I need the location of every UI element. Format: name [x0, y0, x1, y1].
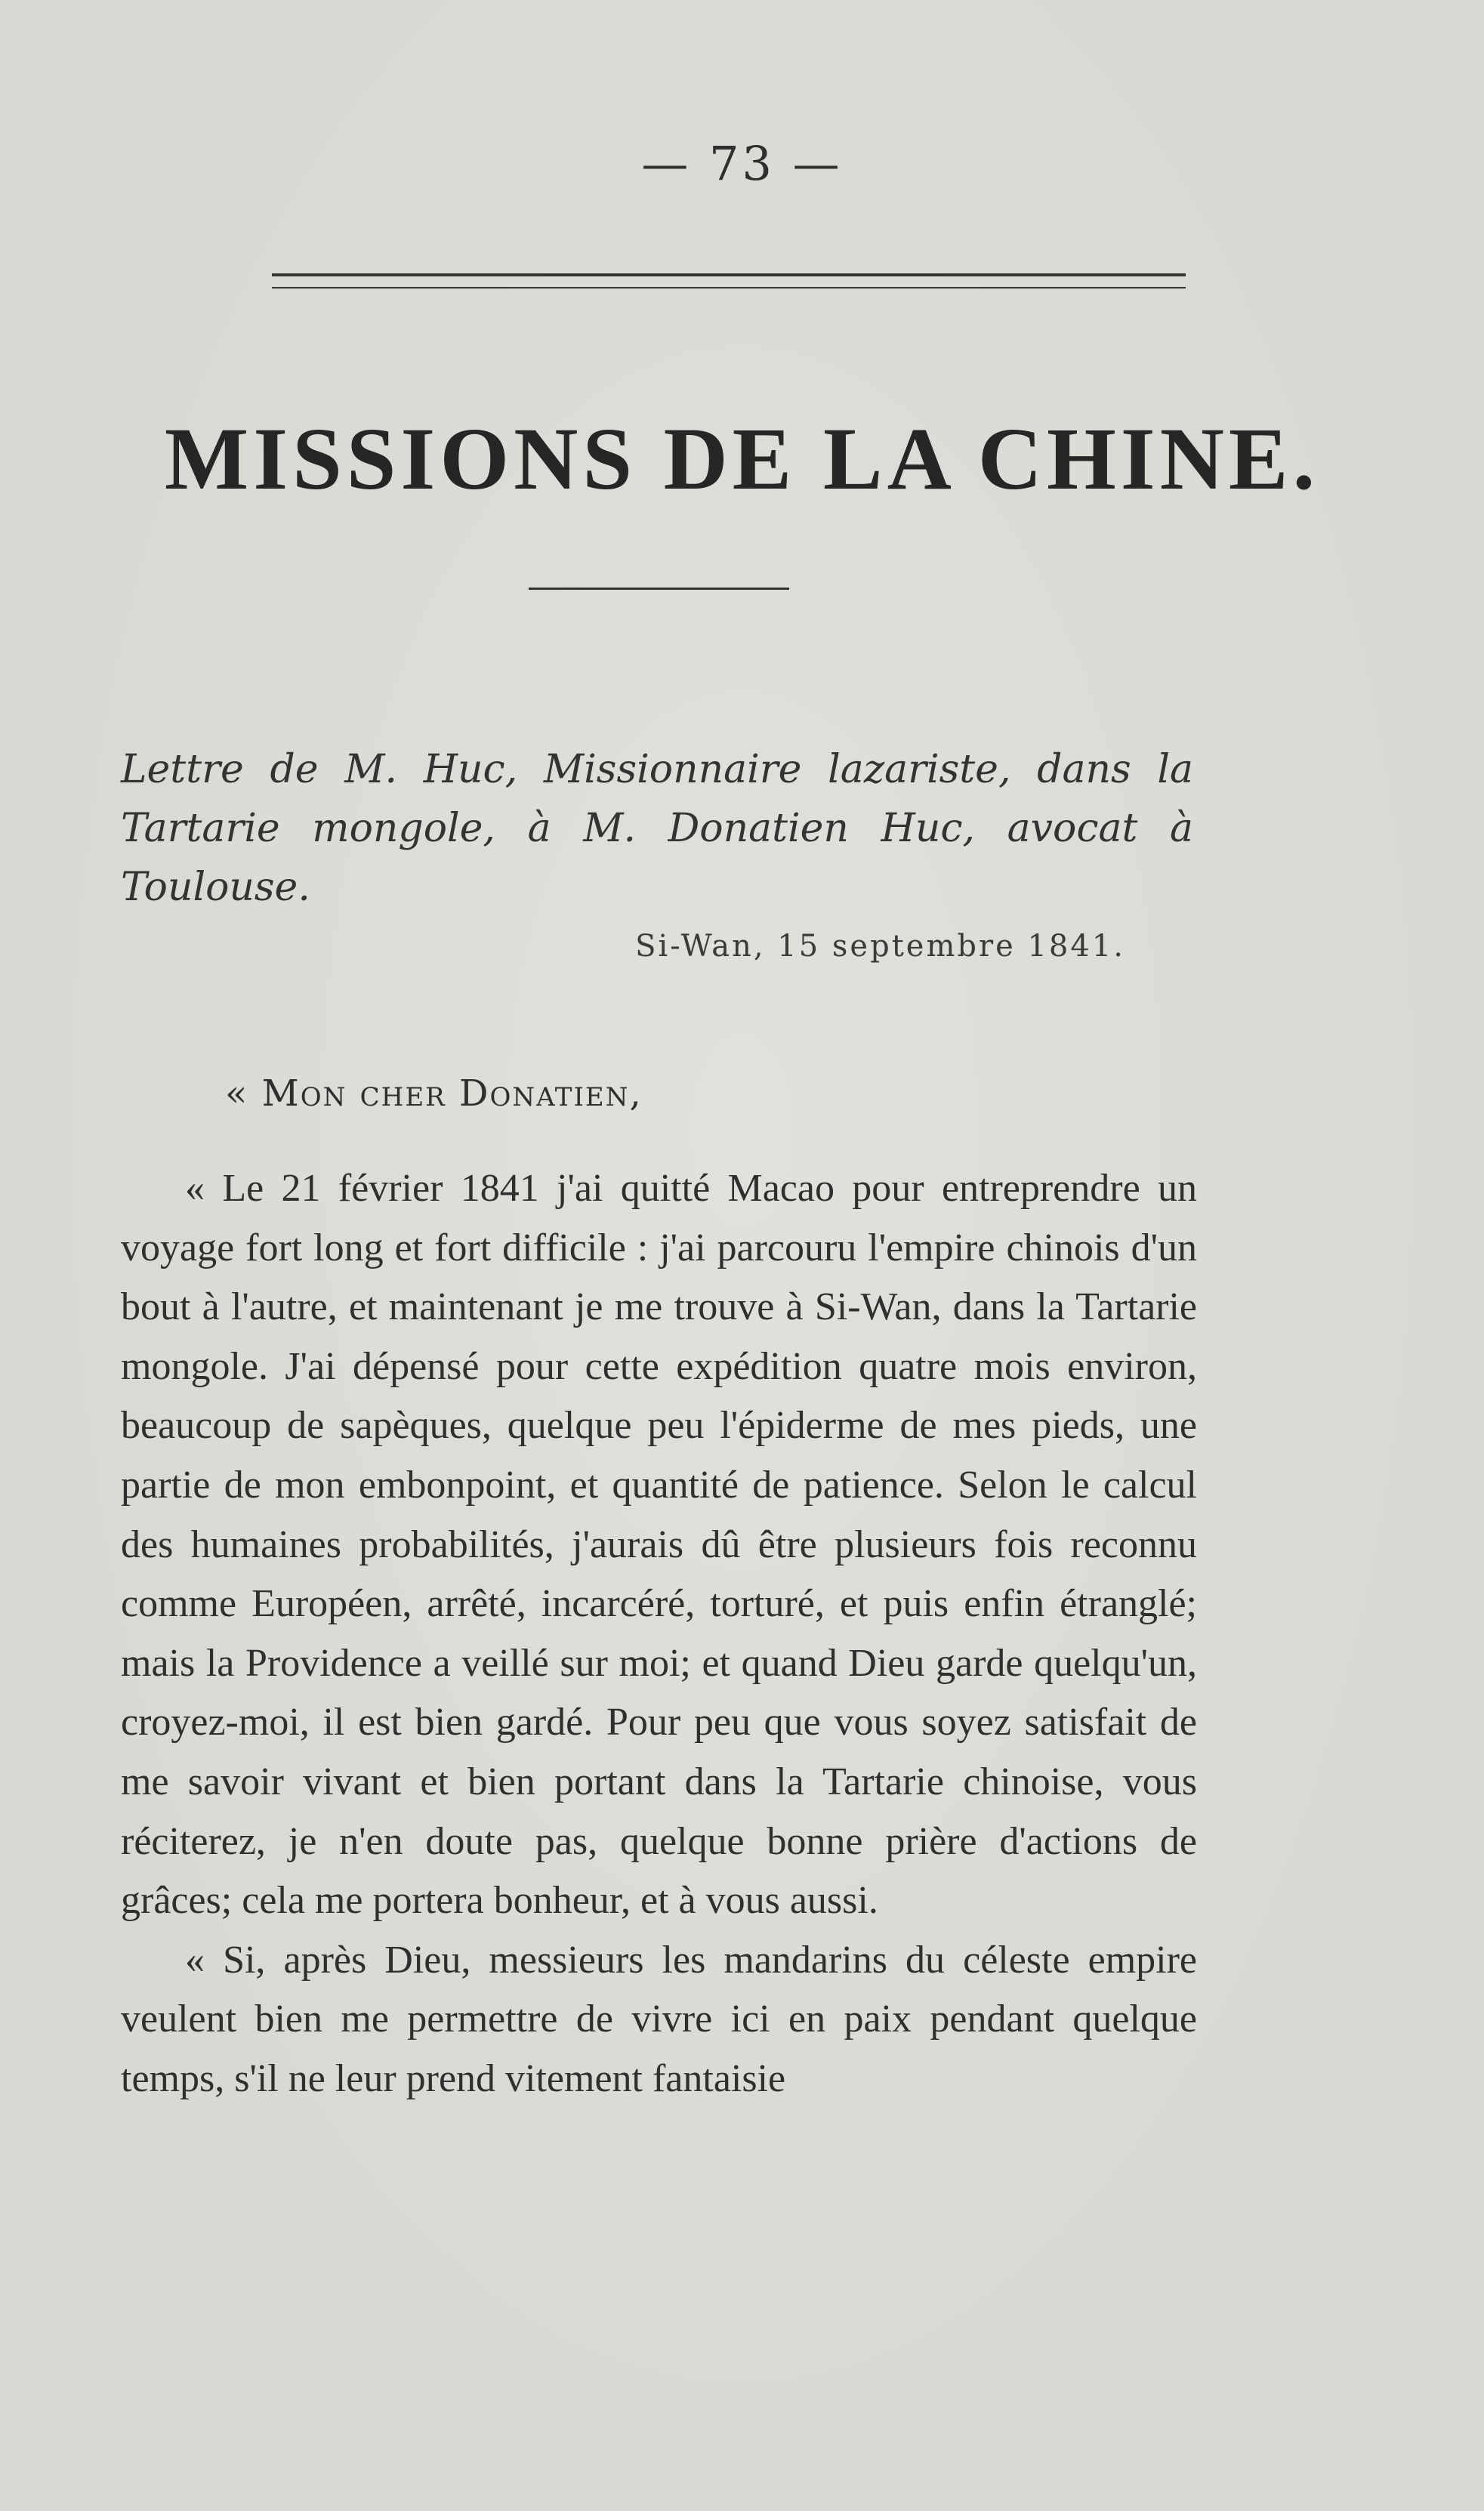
paragraph: « Le 21 février 1841 j'ai quitté Macao pour entreprendre un voyage fort long et fort difficile : j'ai parcouru l'empire chinois d'un bout à l'autre, et maintenant je me trouve à Si-Wan, dans la Tartarie mongole. J'ai dépensé pour cette expédition quatre mois environ, beaucoup de sapèques, quelque peu l'épiderme de mes pieds, une partie de mon embonpoint, et quantité de patience. Selon le calcul des humaines probabilités, j'aurais dû être plusieurs fois reconnu comme Européen, arrêté, incarcéré, torturé, et puis enfin étranglé; mais la Providence a veillé sur moi; et quand Dieu garde quelqu'un, croyez-moi, il est bien gardé. Pour peu que vous soyez satisfait de me savoir vivant et bien portant dans la Tartarie chinoise, vous réciterez, je n'en doute pas, quelque bonne prière d'actions de grâces; cela me portera bonheur, et à vous aussi. — [121, 1167, 1197, 1923]
letter-body — [121, 1159, 1197, 2109]
title-rule — [529, 588, 789, 590]
section-title: MISSIONS DE LA CHINE. — [164, 409, 1320, 508]
letter-dateline: Si-Wan, 15 septembre 1841. — [635, 929, 1125, 964]
paragraph: « Si, après Dieu, messieurs les mandarins du céleste empire veulent bien me permettre de vivre ici en paix pendant quelque temps, s'il ne leur prend vitement fantaisie — [121, 1938, 1197, 2100]
letter-salutation: « Mon cher Donatien, — [225, 1072, 643, 1115]
header-double-rule — [272, 273, 1186, 288]
page-number: — 73 — — [641, 136, 843, 191]
letter-subtitle: Lettre de M. Huc, Missionnaire lazariste, dans la Tartarie mongole, à M. Donatien Huc, avocat à Toulouse. — [121, 747, 1193, 910]
